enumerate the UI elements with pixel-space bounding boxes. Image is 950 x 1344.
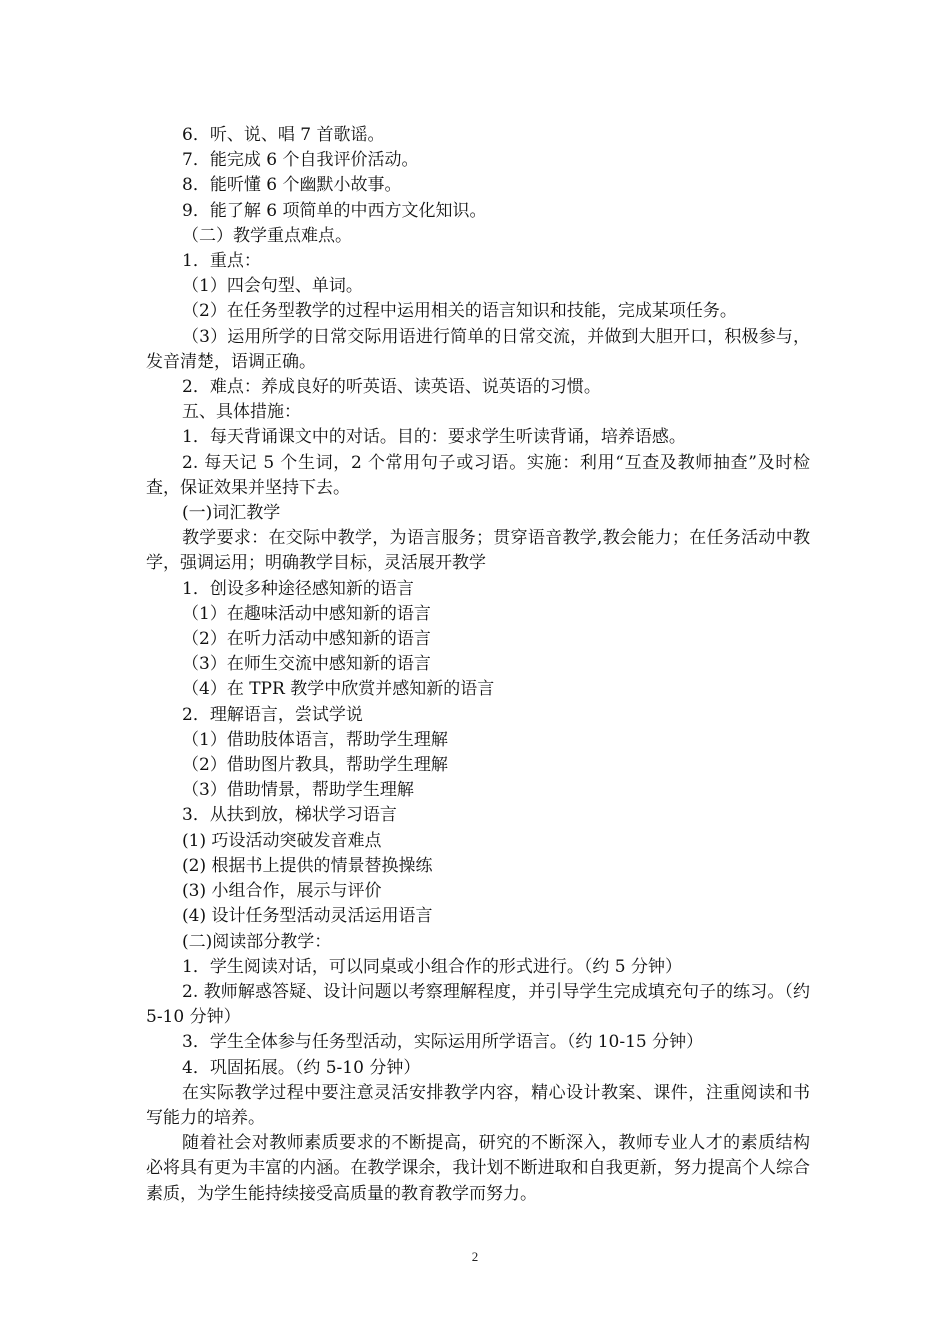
page-number: 2 bbox=[471, 1249, 479, 1264]
paragraph: 6．听、说、唱 7 首歌谣。 bbox=[182, 125, 385, 145]
paragraph: 3．从扶到放，梯状学习语言 bbox=[182, 805, 397, 826]
paragraph: 2．难点：养成良好的听英语、读英语、说英语的习惯。 bbox=[182, 377, 601, 398]
paragraph: 1．学生阅读对话，可以同桌或小组合作的形式进行。（约 5 分钟） bbox=[182, 956, 682, 977]
paragraph: (1) 巧设活动突破发音难点 bbox=[182, 830, 382, 851]
paragraph: 随着社会对教师素质要求的不断提高，研究的不断深入，教师专业人才的素质结构必将具有更为丰富的内涵。在教学课余，我计划不断进取和自我更新，努力提高个人综合素质，为学生能持续接受高质量的教育教学而努力。 bbox=[146, 1133, 810, 1204]
paragraph: (2) 根据书上提供的情景替换操练 bbox=[182, 855, 433, 876]
paragraph: 4．巩固拓展。（约 5-10 分钟） bbox=[182, 1057, 421, 1078]
section-heading: 五、具体措施： bbox=[182, 402, 301, 423]
paragraph: 教学要求：在交际中教学，为语言服务；贯穿语音教学,教会能力；在任务活动中教学，强调运用；明确教学目标，灵活展开教学 bbox=[146, 528, 810, 574]
paragraph: (3) 小组合作，展示与评价 bbox=[182, 881, 382, 902]
paragraph: 2. 每天记 5 个生词，2 个常用句子或习语。实施：利用“互查及教师抽查”及时检查，保证效果并坚持下去。 bbox=[146, 452, 810, 498]
paragraph: 3．学生全体参与任务型活动，实际运用所学语言。（约 10-15 分钟） bbox=[182, 1032, 704, 1053]
paragraph: （1）四会句型、单词。 bbox=[182, 276, 363, 297]
paragraph: （3）借助情景，帮助学生理解 bbox=[182, 780, 414, 801]
paragraph: （1）在趣味活动中感知新的语言 bbox=[182, 603, 431, 624]
paragraph: （2）在听力活动中感知新的语言 bbox=[182, 629, 431, 650]
paragraph: (4) 设计任务型活动灵活运用语言 bbox=[182, 906, 433, 927]
paragraph: 2. 教师解惑答疑、设计问题以考察理解程度，并引导学生完成填充句子的练习。（约 5-10 分钟） bbox=[146, 981, 810, 1028]
paragraph: 1．重点： bbox=[182, 251, 261, 272]
paragraph: 1．每天背诵课文中的对话。目的：要求学生听读背诵，培养语感。 bbox=[182, 427, 686, 448]
paragraph: 在实际教学过程中要注意灵活安排教学内容，精心设计教案、课件，注重阅读和书写能力的培养。 bbox=[146, 1082, 810, 1128]
paragraph: （1）借助肢体语言，帮助学生理解 bbox=[182, 729, 448, 750]
document-body bbox=[146, 123, 810, 1207]
paragraph: （3）运用所学的日常交际用语进行简单的日常交流，并做到大胆开口，积极参与，发音清楚，语调正确。 bbox=[146, 326, 810, 372]
section-heading: (一)词汇教学 bbox=[182, 503, 281, 524]
paragraph: （2）在任务型教学的过程中运用相关的语言知识和技能，完成某项任务。 bbox=[182, 301, 737, 322]
paragraph: 9．能了解 6 项简单的中西方文化知识。 bbox=[182, 200, 487, 221]
paragraph: 7．能完成 6 个自我评价活动。 bbox=[182, 150, 419, 171]
paragraph: （4）在 TPR 教学中欣赏并感知新的语言 bbox=[182, 679, 495, 700]
paragraph: 8．能听懂 6 个幽默小故事。 bbox=[182, 175, 402, 196]
section-heading: (二)阅读部分教学： bbox=[182, 931, 332, 952]
paragraph: 2．理解语言，尝试学说 bbox=[182, 704, 363, 725]
paragraph: （3）在师生交流中感知新的语言 bbox=[182, 654, 431, 675]
paragraph: 1．创设多种途径感知新的语言 bbox=[182, 578, 414, 599]
section-heading: （二）教学重点难点。 bbox=[182, 225, 352, 246]
paragraph: （2）借助图片教具，帮助学生理解 bbox=[182, 755, 448, 776]
